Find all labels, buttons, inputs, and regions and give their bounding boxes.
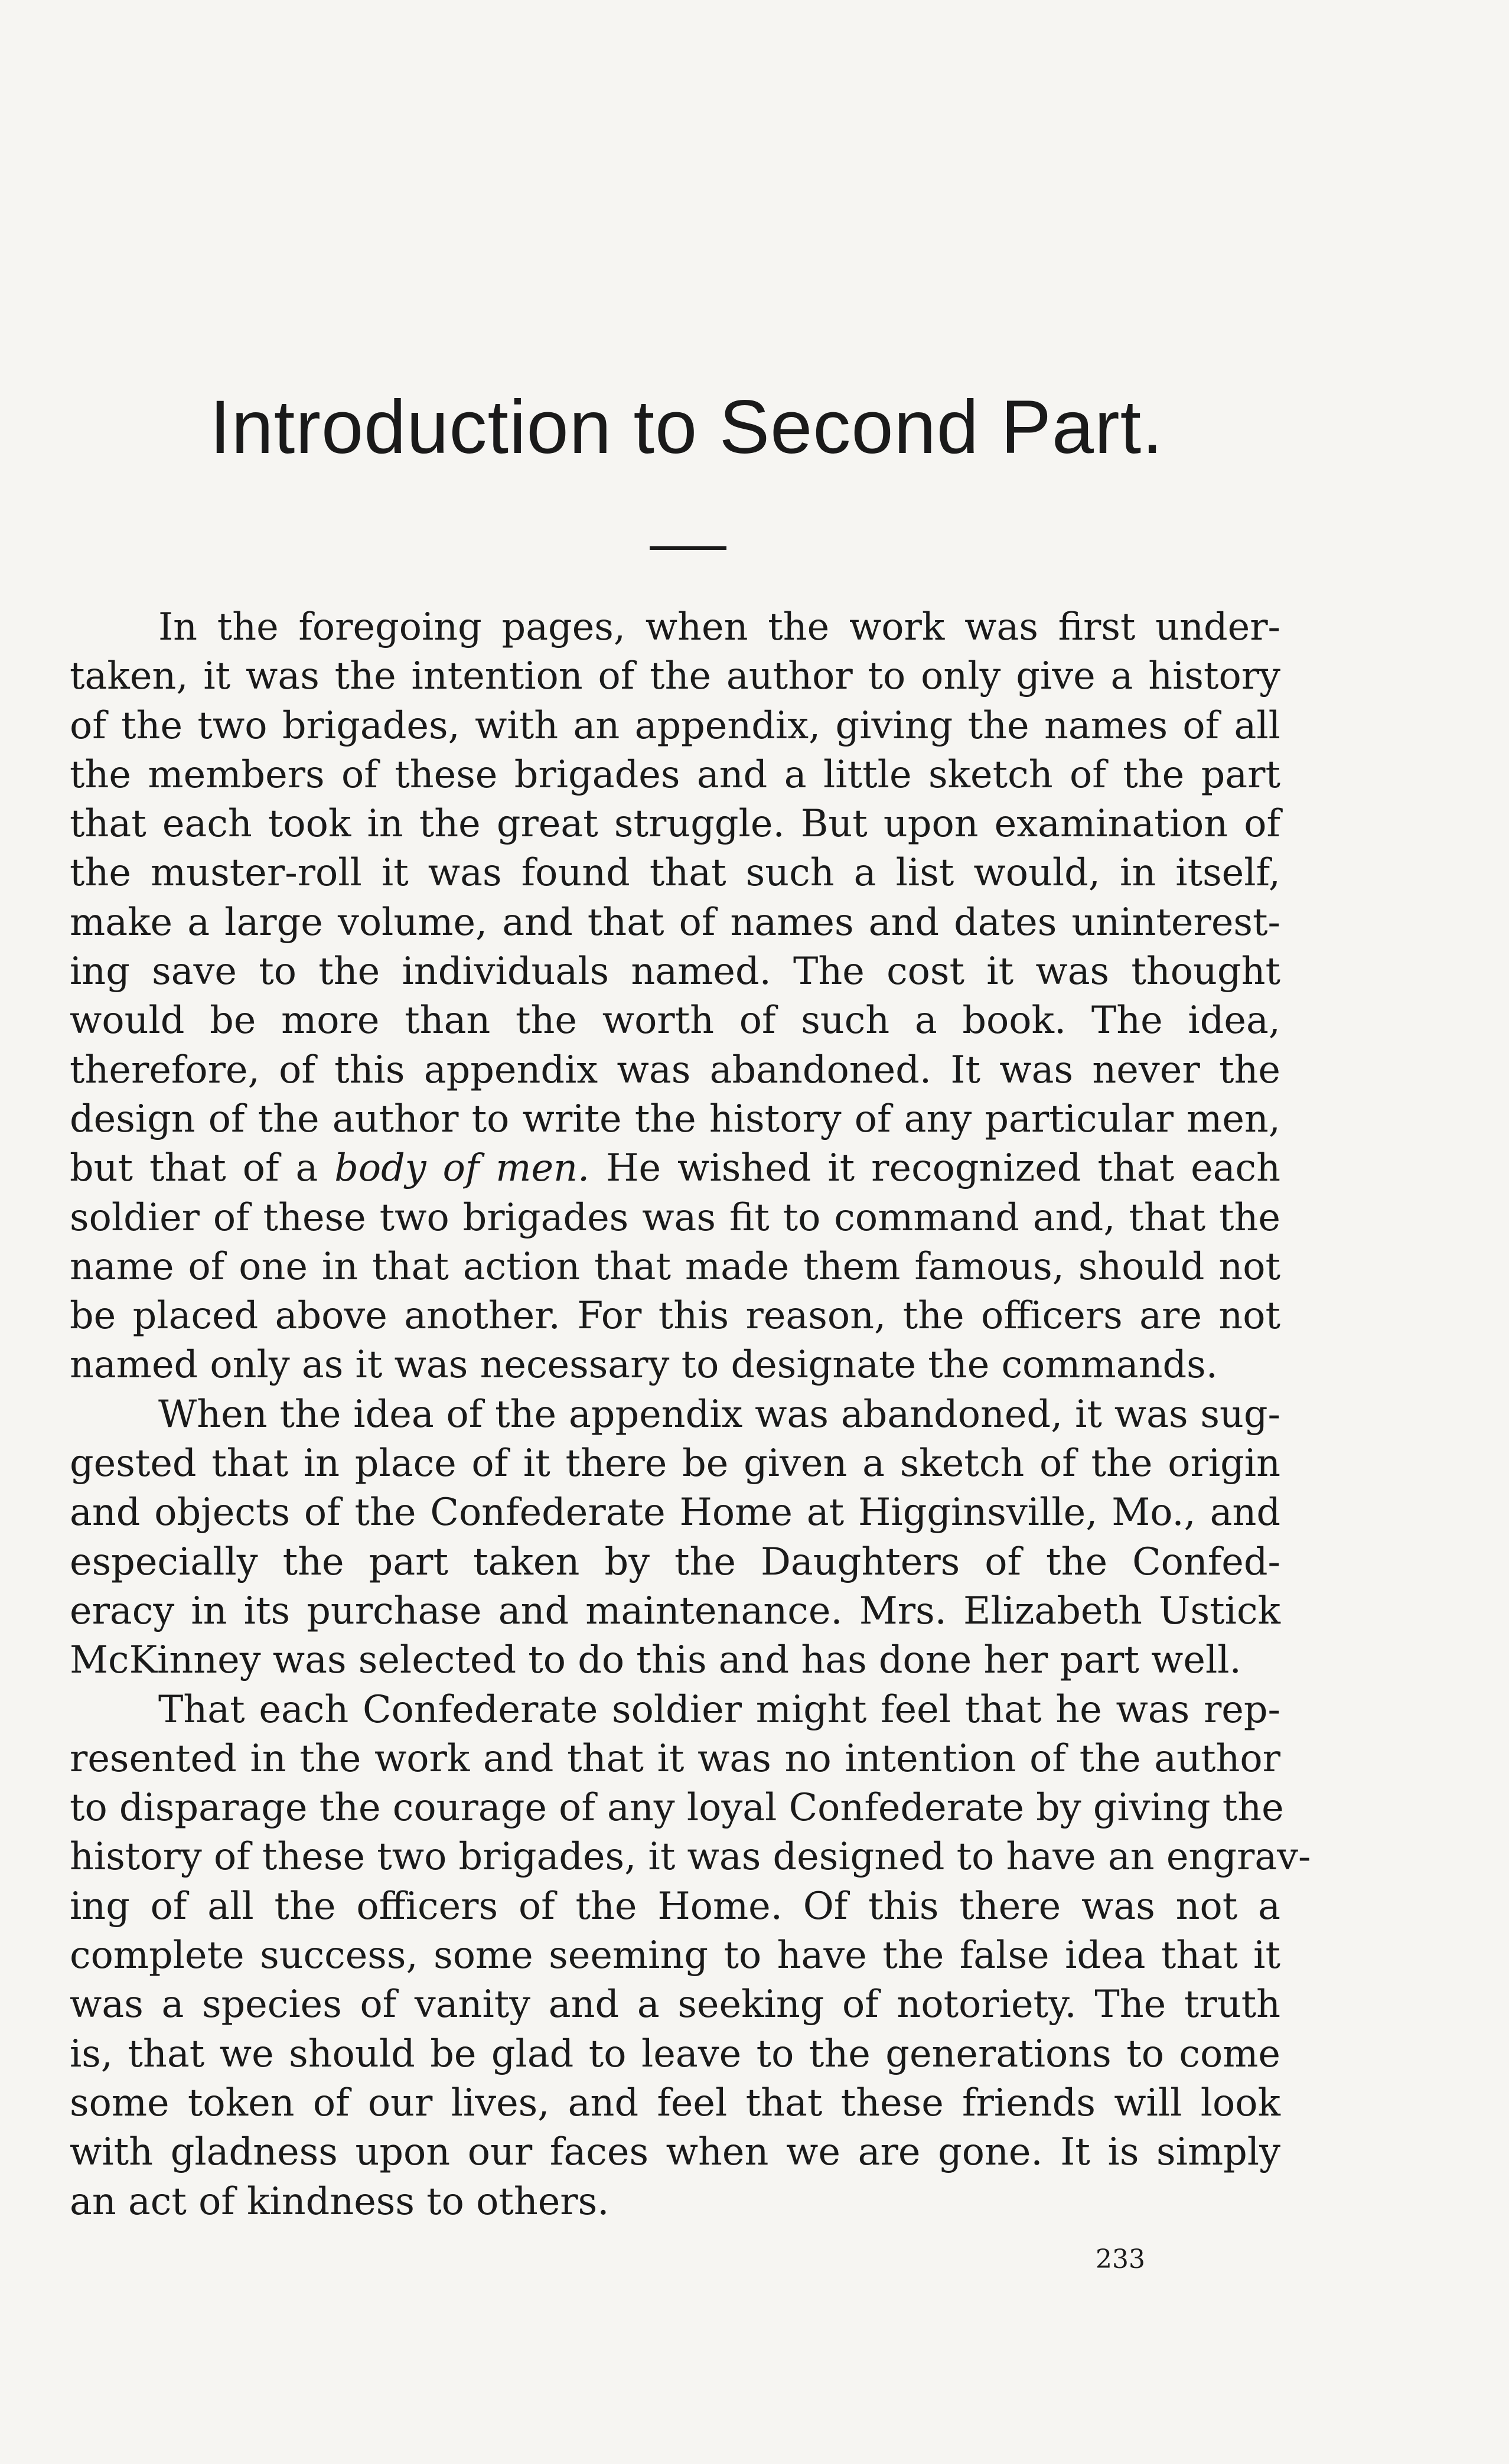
text-line: history of these two brigades, it was designed to have an engrav-	[70, 1834, 1311, 1879]
text-line: McKinney was selected to do this and has done her part well.	[70, 1638, 1241, 1682]
italic-phrase: body of men.	[334, 1146, 590, 1190]
text-line: would be more than the worth of such a book. The idea,	[70, 998, 1280, 1042]
text-line: That each Confederate soldier might feel that he was rep-	[158, 1687, 1280, 1731]
text-line-italic-phrase: but that of a body of men. He wished it recognized that each	[70, 1146, 1281, 1190]
text-line: that each took in the great struggle. But upon examination of	[70, 801, 1280, 846]
text-line: therefore, of this appendix was abandoned. It was never the	[70, 1047, 1280, 1091]
chapter-title: Introduction to Second Part.	[210, 385, 1163, 470]
text-line: named only as it was necessary to designate the commands.	[70, 1342, 1218, 1387]
title-rule	[650, 546, 726, 550]
text-line: taken, it was the intention of the author to only give a history	[70, 654, 1280, 698]
text-line: especially the part taken by the Daughters of the Confed-	[70, 1539, 1280, 1583]
text-line: design of the author to write the history of any particular men,	[70, 1096, 1280, 1140]
text-line: to disparage the courage of any loyal Confederate by giving the	[70, 1785, 1284, 1830]
text-line: be placed above another. For this reason, the officers are not	[70, 1293, 1280, 1338]
text-line: soldier of these two brigades was fit to command and, that the	[70, 1195, 1280, 1239]
text-line: resented in the work and that it was no intention of the author	[70, 1736, 1280, 1780]
body-text	[70, 602, 1311, 2226]
text-line: complete success, some seeming to have the false idea that it	[70, 1933, 1280, 1977]
text-line: name of one in that action that made them famous, should not	[70, 1244, 1280, 1288]
text-line: the muster-roll it was found that such a list would, in itself,	[70, 850, 1280, 895]
text-line: with gladness upon our faces when we are gone. It is simply	[70, 2130, 1280, 2174]
page-number: 233	[1096, 2244, 1145, 2274]
text-line: In the foregoing pages, when the work was first under-	[158, 605, 1280, 648]
text-line: was a species of vanity and a seeking of notoriety. The truth	[70, 1982, 1280, 2026]
text-line: is, that we should be glad to leave to the generations to come	[70, 2031, 1280, 2075]
text-line: make a large volume, and that of names and dates uninterest-	[70, 899, 1280, 944]
text-line: When the idea of the appendix was abandoned, it was sug-	[158, 1391, 1280, 1436]
text-line: some token of our lives, and feel that these friends will look	[70, 2080, 1280, 2124]
text-line: and objects of the Confederate Home at Higginsville, Mo., and	[70, 1490, 1280, 1534]
text-line: an act of kindness to others.	[70, 2179, 610, 2223]
text-line: gested that in place of it there be given a sketch of the origin	[70, 1441, 1280, 1485]
text-line: of the two brigades, with an appendix, giving the names of all	[70, 703, 1280, 747]
text-line: ing of all the officers of the Home. Of this there was not a	[70, 1883, 1280, 1928]
text-line: ing save to the individuals named. The cost it was thought	[70, 949, 1280, 993]
text-line: eracy in its purchase and maintenance. Mrs. Elizabeth Ustick	[70, 1588, 1280, 1632]
text-line: the members of these brigades and a little sketch of the part	[70, 752, 1280, 796]
